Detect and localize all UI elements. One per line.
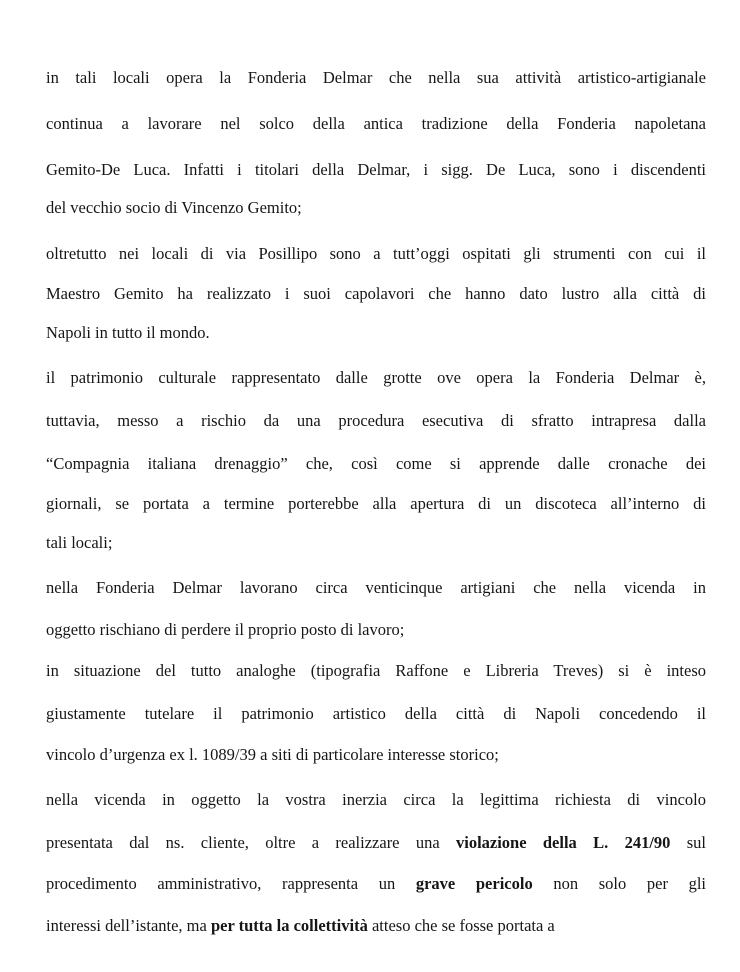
- text-line: [46, 618, 706, 642]
- text-segment: presentata dal ns. cliente, oltre a realizzare una: [46, 833, 456, 852]
- text-segment: atteso che se fosse portata a: [367, 916, 555, 935]
- text-segment: giornali, se portata a termine porterebbe alla apertura di un discoteca all’interno di: [46, 494, 706, 513]
- text-line: [46, 112, 706, 136]
- text-segment: del vecchio socio di Vincenzo Gemito;: [46, 198, 302, 217]
- text-segment: il patrimonio culturale rappresentato dalle grotte ove opera la Fonderia Delmar è,: [46, 368, 706, 387]
- text-line: [46, 66, 706, 90]
- text-line: [46, 576, 706, 600]
- text-segment: tuttavia, messo a rischio da una procedura esecutiva di sfratto intrapresa dalla: [46, 411, 706, 430]
- text-segment: continua a lavorare nel solco della antica tradizione della Fonderia napoletana: [46, 114, 706, 133]
- bold-text: per tutta la collettività: [210, 916, 368, 935]
- text-segment: in situazione del tutto analoghe (tipografia Raffone e Libreria Treves) si è inteso: [46, 661, 706, 680]
- text-segment: vincolo d’urgenza ex l. 1089/39 a siti di particolare interesse storico;: [46, 745, 499, 764]
- text-line: [46, 196, 706, 220]
- text-line: [46, 702, 706, 726]
- text-line: [46, 409, 706, 433]
- text-segment: giustamente tutelare il patrimonio artistico della città di Napoli concedendo il: [46, 704, 706, 723]
- text-line: [46, 492, 706, 516]
- text-line: [46, 788, 706, 812]
- text-segment: non solo per gli: [532, 874, 706, 893]
- text-segment: interessi dell’istante, ma: [46, 916, 211, 935]
- text-line: [46, 914, 706, 938]
- text-line: [46, 872, 706, 896]
- text-segment: “Compagnia italiana drenaggio” che, così come si apprende dalle cronache dei: [46, 454, 706, 473]
- text-segment: Gemito-De Luca. Infatti i titolari della Delmar, i sigg. De Luca, sono i discendenti: [46, 160, 706, 179]
- text-segment: Napoli in tutto il mondo.: [46, 323, 210, 342]
- text-segment: sul: [670, 833, 706, 852]
- text-line: [46, 531, 706, 555]
- text-line: [46, 321, 706, 345]
- text-line: [46, 452, 706, 476]
- text-segment: oltretutto nei locali di via Posillipo sono a tutt’oggi ospitati gli strumenti con cui il: [46, 244, 706, 263]
- text-segment: nella Fonderia Delmar lavorano circa venticinque artigiani che nella vicenda in: [46, 578, 706, 597]
- text-segment: in tali locali opera la Fonderia Delmar che nella sua attività artistico-artigianale: [46, 68, 706, 87]
- text-line: [46, 831, 706, 855]
- text-segment: oggetto rischiano di perdere il proprio posto di lavoro;: [46, 620, 405, 639]
- text-segment: tali locali;: [46, 533, 113, 552]
- text-segment: nella vicenda in oggetto la vostra inerzia circa la legittima richiesta di vincolo: [46, 790, 706, 809]
- text-line: [46, 282, 706, 306]
- text-line: [46, 158, 706, 182]
- text-segment: Maestro Gemito ha realizzato i suoi capolavori che hanno dato lustro alla città di: [46, 284, 706, 303]
- text-line: [46, 743, 706, 767]
- text-line: [46, 659, 706, 683]
- text-segment: procedimento amministrativo, rappresenta un: [46, 874, 416, 893]
- text-line: [46, 366, 706, 390]
- bold-text: grave pericolo: [415, 874, 533, 893]
- text-line: [46, 242, 706, 266]
- bold-text: violazione della L. 241/90: [455, 833, 671, 852]
